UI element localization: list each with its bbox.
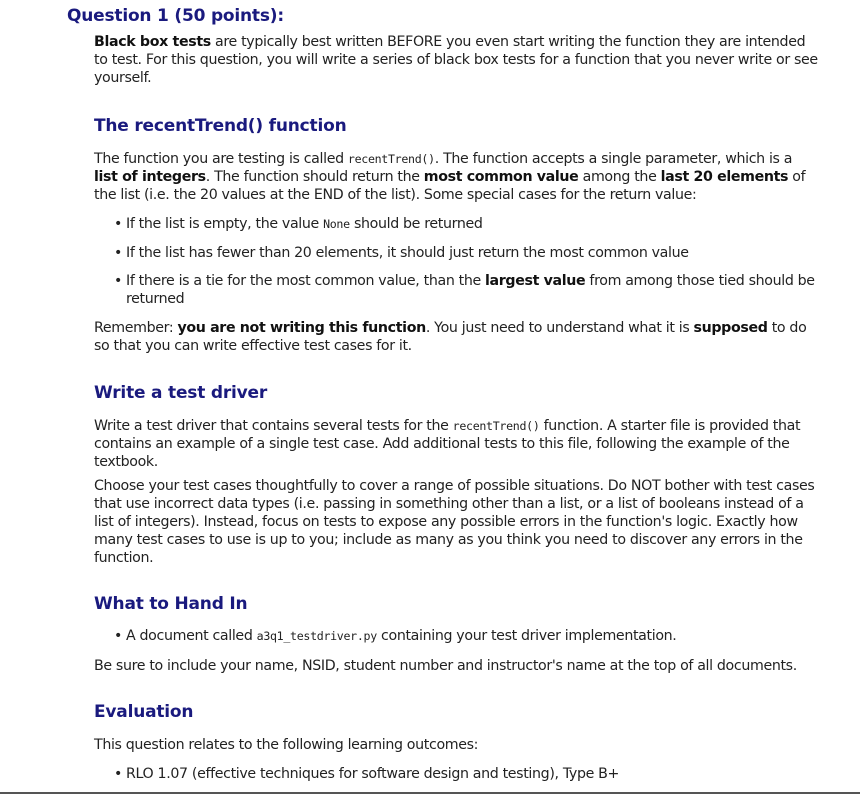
driver-paragraph-1: Write a test driver that contains several tests for the recentTrend() function. A starter file is provided that contains an example of a single test case. Add additional tests to this file, following the example of the textbook.: [94, 418, 801, 470]
intro-text: are typically best written BEFORE you even start writing the function they are intended to test. For this question, you will write a series of black box tests for a function that you never write or see yourself.: [94, 34, 818, 86]
bullet-icon: •: [114, 216, 123, 232]
list-item: • If the list has fewer than 20 elements, it should just return the most common value: [114, 245, 689, 261]
question-content: [94, 32, 818, 783]
heading-test-driver: Write a test driver: [94, 383, 268, 403]
code-filename: a3q1_testdriver.py: [256, 629, 377, 643]
function-paragraph: The function you are testing is called recentTrend(). The function accepts a single parameter, which is a list of integers. The function should return the most common value among the last 20 elements of the list (i.e. the 20 values at the END of the list). Some special cases for the return value:: [94, 151, 806, 203]
outcomes-list: [94, 765, 818, 783]
list-item: • If there is a tie for the most common value, than the largest value from among those tied should be returned: [114, 273, 815, 307]
code-recenttrend: recentTrend(): [347, 152, 435, 166]
question-title: Question 1 (50 points):: [67, 6, 284, 26]
code-recenttrend: recentTrend(): [452, 419, 540, 433]
list-item: • A document called a3q1_testdriver.py containing your test driver implementation.: [114, 628, 677, 644]
heading-evaluation: Evaluation: [94, 702, 194, 722]
intro-paragraph: [94, 33, 818, 87]
heading-function: The recentTrend() function: [94, 116, 347, 136]
heading-hand-in: What to Hand In: [94, 594, 248, 614]
remember-paragraph: Remember: you are not writing this function. You just need to understand what it is supposed to do so that you can write effective test cases for it.: [94, 320, 807, 354]
list-item: • If the list is empty, the value None should be returned: [114, 216, 483, 232]
bullet-icon: •: [114, 273, 123, 289]
hand-in-list: [94, 627, 818, 645]
hand-in-note: Be sure to include your name, NSID, student number and instructor's name at the top of all documents.: [94, 658, 797, 674]
driver-paragraph-2: Choose your test cases thoughtfully to cover a range of possible situations. Do NOT bother with test cases that use incorrect data types (i.e. passing in something other than a list, or a list of booleans instead of a list of integers). Instead, focus on tests to expose any possible errors in the function's logic. Exactly how many test cases to use is up to you; include as many as you think you need to discover any errors in the function.: [94, 478, 815, 566]
evaluation-paragraph: This question relates to the following learning outcomes:: [94, 737, 479, 753]
list-item: • RLO 1.07 (effective techniques for software design and testing), Type B+: [114, 766, 620, 782]
bullet-icon: •: [114, 628, 123, 644]
bullet-icon: •: [114, 245, 123, 261]
special-cases-list: [94, 215, 818, 308]
bullet-icon: •: [114, 766, 123, 782]
intro-bold: Black box tests: [94, 34, 211, 50]
